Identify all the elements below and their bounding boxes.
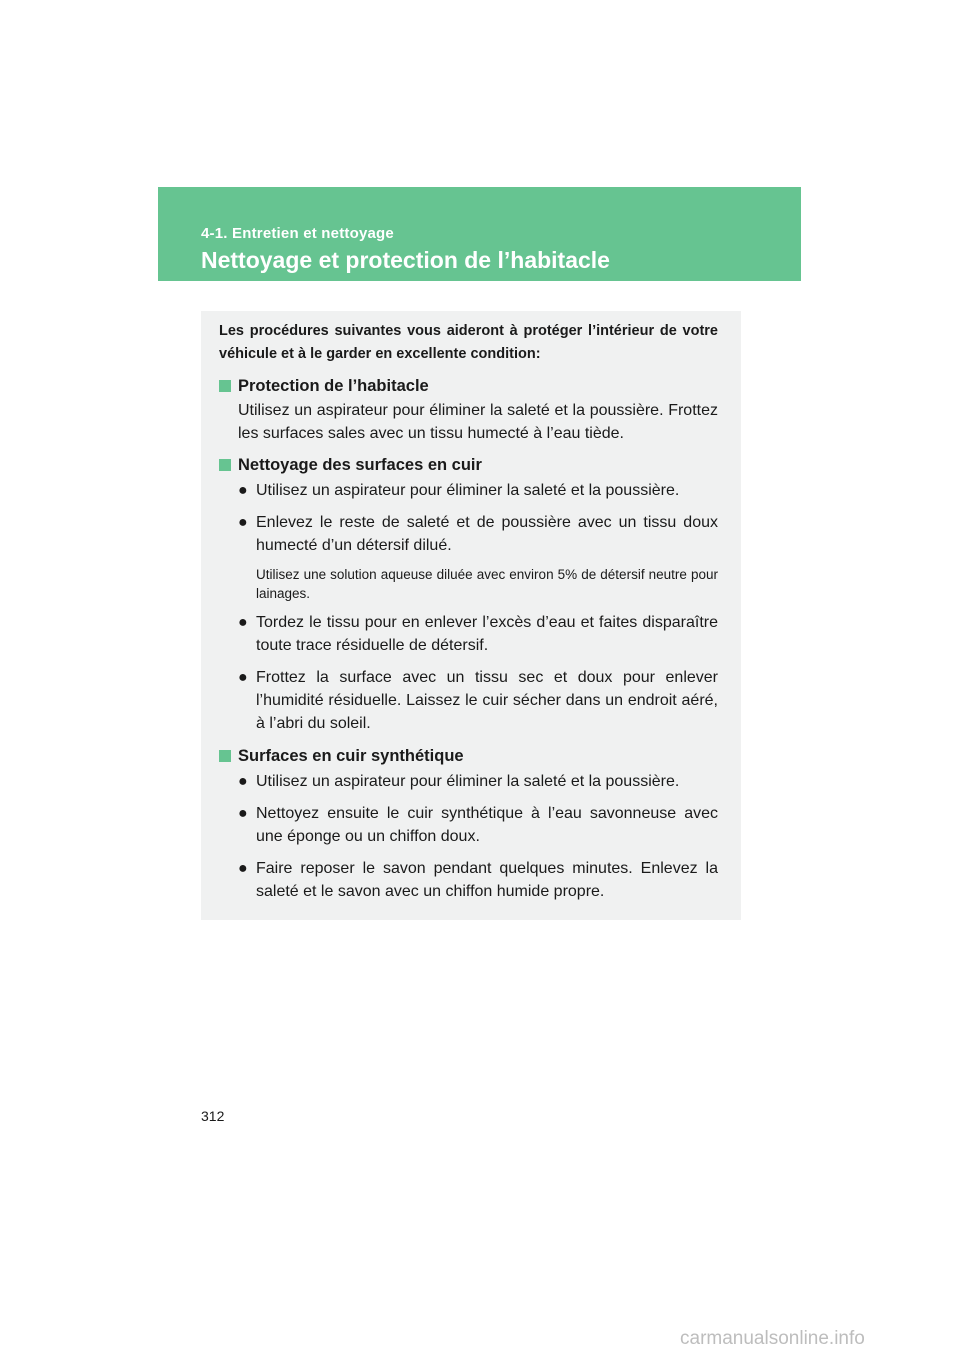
list-item-text: Nettoyez ensuite le cuir synthétique à l’eau savonneuse avec une éponge ou un chiffon doux.: [256, 805, 718, 845]
list-item: [238, 770, 718, 793]
list-item-text: Faire reposer le savon pendant quelques minutes. Enlevez la saleté et le savon avec un chiffon humide propre.: [256, 860, 718, 900]
intro-text: Les procédures suivantes vous aideront à protéger l’intérieur de votre véhicule et à le garder en excellente condition:: [219, 323, 718, 362]
note-text: Utilisez une solution aqueuse diluée avec environ 5% de détersif neutre pour lainages.: [256, 567, 718, 601]
list-item: [238, 666, 718, 735]
list-item-text: Frottez la surface avec un tissu sec et doux pour enlever l’humidité résiduelle. Laissez le cuir sécher dans un endroit aéré, à l’abri du soleil.: [256, 669, 718, 732]
list-item: [238, 857, 718, 903]
section-heading-leather: [219, 453, 718, 477]
list-item: [238, 802, 718, 848]
section-heading-label: Nettoyage des surfaces en cuir: [238, 456, 482, 474]
list-item-text: Enlevez le reste de saleté et de poussière avec un tissu doux humecté d’un détersif dilué.: [256, 514, 718, 554]
square-bullet-icon: [219, 380, 231, 392]
bullet-dot-icon: ●: [238, 614, 248, 631]
section-paragraph: Utilisez un aspirateur pour éliminer la saleté et la poussière. Frottez les surfaces sales avec un tissu humecté à l’eau tiède.: [238, 402, 718, 442]
list-item-text: Utilisez un aspirateur pour éliminer la saleté et la poussière.: [256, 482, 680, 499]
bullet-dot-icon: ●: [238, 514, 248, 531]
list-item: [238, 479, 718, 502]
list-item: [238, 511, 718, 557]
content-box: [201, 311, 741, 920]
square-bullet-icon: [219, 750, 231, 762]
section-heading-protection: [219, 374, 718, 398]
bullet-dot-icon: ●: [238, 805, 248, 822]
square-bullet-icon: [219, 459, 231, 471]
section-label: 4-1. Entretien et nettoyage: [201, 225, 394, 242]
bullet-dot-icon: ●: [238, 773, 248, 790]
bullet-dot-icon: ●: [238, 482, 248, 499]
header-band: [158, 187, 801, 281]
page-number: 312: [201, 1108, 225, 1124]
page-title: Nettoyage et protection de l’habitacle: [201, 247, 610, 273]
list-item-text: Tordez le tissu pour en enlever l’excès d’eau et faites disparaître toute trace résiduelle de détersif.: [256, 614, 718, 654]
bullet-dot-icon: ●: [238, 669, 248, 686]
section-heading-synthetic: [219, 744, 718, 768]
bullet-dot-icon: ●: [238, 860, 248, 877]
section-heading-label: Protection de l’habitacle: [238, 377, 429, 395]
list-item-text: Utilisez un aspirateur pour éliminer la saleté et la poussière.: [256, 773, 680, 790]
list-item: [238, 611, 718, 657]
section-heading-label: Surfaces en cuir synthétique: [238, 747, 464, 765]
watermark: carmanualsonline.info: [680, 1328, 865, 1349]
